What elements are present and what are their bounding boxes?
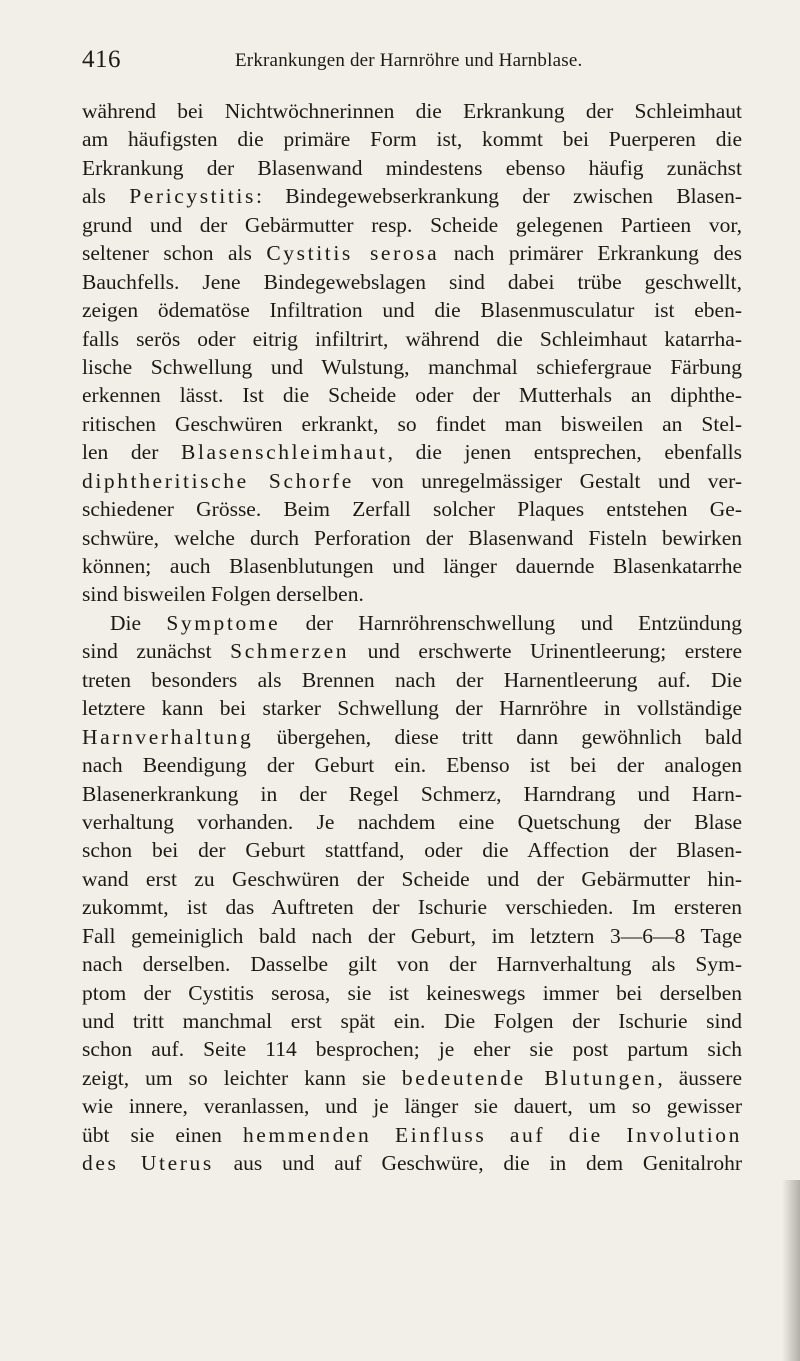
text-segment: können; auch Blasenblutungen und länger dauernde Blasenkatarrhe xyxy=(82,554,742,578)
emphasized-term: Cystitis serosa xyxy=(266,241,440,266)
text-segment: grund und der Gebärmutter resp. Scheide gelegenen Partieen vor, xyxy=(82,212,742,237)
text-line xyxy=(82,211,742,239)
text-line xyxy=(82,495,742,523)
emphasized-term: Pericystitis xyxy=(129,184,256,209)
text-segment: schwüre, welche durch Perforation der Blasenwand Fisteln bewirken xyxy=(82,525,742,550)
text-line xyxy=(82,552,742,580)
text-segment: erkennen lässt. Ist die Scheide oder der Mutterhals an diphthe- xyxy=(82,383,742,408)
text-segment: , die jenen entsprechen, ebenfalls xyxy=(387,440,742,465)
text-line xyxy=(82,979,742,1007)
text-line xyxy=(82,836,742,864)
text-line xyxy=(82,637,742,665)
body-text xyxy=(82,97,742,1178)
running-title: Erkrankungen der Harnröhre und Harnblase. xyxy=(235,50,583,71)
text-segment: zeigen ödematöse Infiltration und die Blasenmusculatur ist eben- xyxy=(82,298,742,323)
text-segment: am häufigsten die primäre Form ist, kommt bei Puerperen die xyxy=(82,127,742,152)
emphasized-term: Schmerzen xyxy=(230,639,350,664)
text-segment: treten besonders als Brennen nach der Harnentleerung auf. Die xyxy=(82,667,742,692)
text-segment: falls serös oder eitrig infiltrirt, während die Schleimhaut katarrha- xyxy=(82,326,742,351)
emphasized-term: des Uterus xyxy=(82,1151,214,1176)
text-line xyxy=(82,865,742,893)
text-segment: seltener schon als xyxy=(82,241,267,266)
text-segment: während bei Nichtwöchnerinnen die Erkrankung der Schleimhaut xyxy=(82,99,742,123)
text-line xyxy=(82,438,742,466)
text-segment: Erkrankung der Blasenwand mindestens ebenso häufig zunächst xyxy=(82,155,742,180)
text-segment: nach primärer Erkrankung des xyxy=(439,241,742,266)
text-segment: übt sie einen xyxy=(82,1122,243,1147)
text-segment: lische Schwellung und Wulstung, manchmal schiefergraue Färbung xyxy=(82,354,742,379)
text-line xyxy=(82,154,742,182)
text-line xyxy=(82,780,742,808)
page-number: 416 xyxy=(82,46,121,73)
text-line xyxy=(82,723,742,751)
text-line xyxy=(82,524,742,552)
page-edge-shadow xyxy=(782,1180,800,1361)
text-line xyxy=(82,239,742,267)
text-segment: zeigt, um so leichter kann sie xyxy=(82,1065,402,1090)
running-head xyxy=(82,46,742,76)
text-segment: verhaltung vorhanden. Je nachdem eine Quetschung der Blase xyxy=(82,809,742,834)
text-line xyxy=(82,694,742,722)
emphasized-term: Harnverhaltung xyxy=(82,724,254,749)
text-segment: schon bei der Geburt stattfand, oder die Affection der Blasen- xyxy=(82,838,742,863)
text-segment: schon auf. Seite 114 besprochen; je eher sie post partum sich xyxy=(82,1037,742,1062)
text-line xyxy=(82,922,742,950)
text-segment: als xyxy=(82,184,130,209)
text-line xyxy=(82,296,742,324)
text-segment: und erschwerte Urinentleerung; erstere xyxy=(349,639,742,664)
text-line xyxy=(82,182,742,210)
emphasized-term: diphtheritische Schorfe xyxy=(82,468,354,493)
text-line xyxy=(82,950,742,978)
text-segment: : Bindegewebserkrankung der zwischen Blasen- xyxy=(255,184,742,209)
text-segment: Bauchfells. Jene Bindegewebslagen sind dabei trübe geschwellt, xyxy=(82,269,742,294)
text-segment: wie innere, veranlassen, und je länger sie dauert, um so gewisser xyxy=(82,1094,742,1119)
emphasized-term: Blasenschleimhaut xyxy=(181,440,388,465)
text-line xyxy=(82,97,742,125)
text-segment: wand erst zu Geschwüren der Scheide und der Gebärmutter hin- xyxy=(82,866,742,891)
text-line xyxy=(82,751,742,779)
text-segment: len der xyxy=(82,440,181,465)
text-segment: sind zunächst xyxy=(82,639,231,664)
text-segment: letztere kann bei starker Schwellung der Harnröhre in vollständige xyxy=(82,696,742,721)
text-segment: zukommt, ist das Auftreten der Ischurie verschieden. Im ersteren xyxy=(82,895,742,920)
text-segment: von unregelmässiger Gestalt und ver- xyxy=(353,468,742,493)
text-segment: Die xyxy=(110,610,167,635)
text-segment: übergehen, diese tritt dann gewöhnlich bald xyxy=(253,724,742,749)
text-segment: Fall gemeiniglich bald nach der Geburt, im letztern 3—6—8 Tage xyxy=(82,923,742,948)
text-line xyxy=(82,1007,742,1035)
text-line xyxy=(82,125,742,153)
text-line xyxy=(82,609,742,637)
text-segment: sind bisweilen Folgen derselben. xyxy=(82,582,364,607)
text-segment: der Harnröhrenschwellung und Entzündung xyxy=(280,610,742,635)
text-segment: schiedener Grösse. Beim Zerfall solcher Plaques entstehen Ge- xyxy=(82,497,742,522)
text-line xyxy=(82,353,742,381)
text-line xyxy=(82,893,742,921)
text-line xyxy=(82,268,742,296)
text-line xyxy=(82,580,742,608)
text-segment: ptom der Cystitis serosa, sie ist keineswegs immer bei derselben xyxy=(82,980,742,1005)
text-segment: nach Beendigung der Geburt ein. Ebenso ist bei der analogen xyxy=(82,753,742,778)
text-line xyxy=(82,1149,742,1177)
emphasized-term: bedeutende Blutungen xyxy=(401,1065,658,1090)
text-segment: Blasenerkrankung in der Regel Schmerz, Harndrang und Harn- xyxy=(82,781,742,806)
text-segment: , äussere xyxy=(657,1065,742,1090)
text-line xyxy=(82,1121,742,1149)
text-line xyxy=(82,381,742,409)
emphasized-term: hemmenden Einfluss auf die Involution xyxy=(242,1122,742,1147)
emphasized-term: Symptome xyxy=(166,610,281,635)
text-line xyxy=(82,410,742,438)
text-segment: ritischen Geschwüren erkrankt, so findet man bisweilen an Stel- xyxy=(82,411,742,436)
text-segment: nach derselben. Dasselbe gilt von der Harnverhaltung als Sym- xyxy=(82,952,742,977)
text-line xyxy=(82,325,742,353)
text-line xyxy=(82,1035,742,1063)
text-segment: und tritt manchmal erst spät ein. Die Folgen der Ischurie sind xyxy=(82,1009,742,1033)
text-line xyxy=(82,1092,742,1120)
text-line xyxy=(82,1064,742,1092)
text-line xyxy=(82,666,742,694)
text-line xyxy=(82,467,742,495)
text-segment: aus und auf Geschwüre, die in dem Genitalrohr xyxy=(213,1151,742,1176)
text-line xyxy=(82,808,742,836)
